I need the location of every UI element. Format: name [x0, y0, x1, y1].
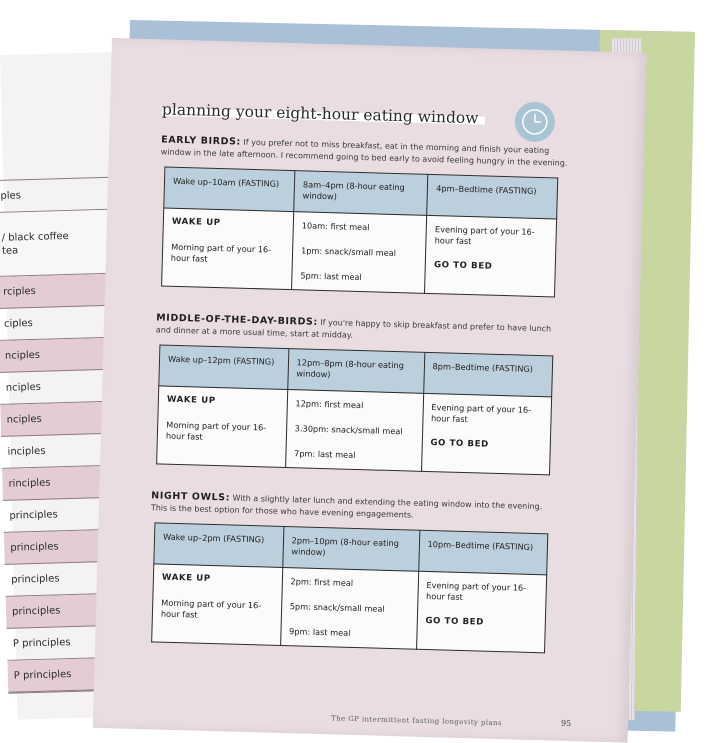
- left-row-text: ciples: [4, 318, 33, 330]
- schedule-entry: Morning part of your 16-hour fast: [161, 598, 273, 623]
- schedule-entry: 5pm: snack/small meal: [290, 601, 409, 615]
- section-heading: EARLY BIRDS:: [161, 134, 241, 147]
- schedule-table: [156, 344, 553, 475]
- schedule-entry: Morning part of your 16-hour fast: [166, 420, 278, 445]
- schedule-entry: 7pm: last meal: [294, 448, 413, 462]
- table-header-cell: Wake up–12pm (FASTING): [159, 345, 289, 390]
- left-table-row: [0, 402, 117, 437]
- table-header-cell: 2pm–10pm (8-hour eating window): [282, 526, 419, 571]
- running-footer: The GP intermittent fasting longevity plans: [331, 714, 502, 727]
- page-number: 95: [561, 719, 571, 728]
- left-row-text: principles: [12, 605, 61, 617]
- section-intro: [151, 490, 561, 524]
- section-description: If you're happy to skip breakfast and prefer to have lunch and dinner at a more usual time, start at midday.: [156, 318, 552, 339]
- schedule-entry: 1pm: snack/small meal: [301, 245, 418, 259]
- table-header-cell: 8pm–Bedtime (FASTING): [423, 352, 553, 397]
- left-table-row: [0, 178, 111, 213]
- table-header-cell: Wake up–2pm (FASTING): [154, 523, 284, 568]
- table-body-row: [157, 386, 552, 475]
- schedule-table: [151, 522, 548, 653]
- table-header-cell: 4pm–Bedtime (FASTING): [427, 174, 558, 219]
- left-row-text: P principles: [13, 637, 71, 650]
- schedule-entry: 12pm: first meal: [295, 398, 414, 412]
- left-table-row: [0, 370, 116, 405]
- table-body-cell: [152, 564, 283, 646]
- right-page: [93, 38, 647, 743]
- schedule-entry: 3.30pm: snack/small meal: [295, 423, 414, 437]
- table-body-cell: [421, 393, 552, 475]
- left-row-text: / black coffee: [1, 229, 68, 244]
- left-row-text: principles: [10, 541, 59, 553]
- table-body-cell: [291, 212, 426, 294]
- section-heading: NIGHT OWLS:: [151, 490, 230, 503]
- schedule-entry: Morning part of your 16-hour fast: [171, 242, 285, 267]
- schedule-entry: WAKE UP: [172, 217, 285, 231]
- schedule-entry: Evening part of your 16-hour fast: [435, 224, 548, 249]
- page-content: [146, 99, 572, 679]
- schedule-entry: WAKE UP: [167, 395, 279, 409]
- section-description: With a slightly later lunch and extending the eating window into the evening. This is the best option for those who have evening engagements.: [151, 494, 543, 520]
- section-intro: [156, 312, 566, 346]
- section-heading: MIDDLE-OF-THE-DAY-BIRDS:: [156, 312, 318, 328]
- table-header-cell: 10pm–Bedtime (FASTING): [418, 530, 548, 575]
- table-body-cell: [157, 386, 288, 468]
- table-body-cell: [285, 390, 423, 472]
- table-body-cell: [416, 571, 547, 653]
- table-body-cell: [162, 208, 294, 290]
- left-table-row: [0, 274, 114, 309]
- left-row-text: rinciples: [8, 478, 50, 490]
- schedule-entry: GO TO BED: [434, 260, 547, 274]
- table-header-cell: 8am–4pm (8-hour eating window): [294, 171, 428, 216]
- section-description: If you prefer not to miss breakfast, eat in the morning and finish your eating window in the late afternoon. I recommend going to bed early to avoid feeling hungry in the evening.: [161, 138, 568, 168]
- schedule-entry: GO TO BED: [425, 616, 537, 630]
- left-row-text: principles: [11, 573, 60, 585]
- left-row-text: nciples: [6, 382, 41, 394]
- schedule-entry: GO TO BED: [430, 438, 542, 452]
- left-row-text: P principles: [14, 669, 72, 682]
- schedule-entry: 2pm: first meal: [290, 576, 409, 590]
- left-table-row: [0, 306, 114, 341]
- left-row-text: nciples: [7, 414, 42, 426]
- left-row-text: inciples: [7, 446, 45, 458]
- schedule-table: [161, 167, 558, 298]
- schedule-entry: 10am: first meal: [302, 220, 419, 234]
- schedule-entry: Evening part of your 16-hour fast: [426, 580, 538, 605]
- left-row-text: rciples: [3, 286, 36, 298]
- table-body-row: [152, 564, 547, 653]
- left-row-text: ples: [0, 190, 21, 202]
- schedule-entry: Evening part of your 16-hour fast: [431, 402, 543, 427]
- table-header-cell: Wake up–10am (FASTING): [164, 167, 295, 212]
- left-table-row: [0, 210, 113, 277]
- schedule-sections: [147, 134, 571, 653]
- schedule-entry: 9pm: last meal: [289, 626, 408, 640]
- table-body-row: [162, 208, 557, 297]
- table-body-cell: [425, 215, 557, 297]
- left-row-text: nciples: [5, 350, 40, 362]
- page-title: planning your eight-hour eating window: [162, 100, 485, 127]
- schedule-entry: 5pm: last meal: [300, 270, 417, 284]
- table-header-cell: 12pm–8pm (8-hour eating window): [287, 349, 424, 394]
- left-row-text: principles: [9, 509, 58, 521]
- table-body-cell: [280, 567, 418, 649]
- section-intro: [161, 134, 571, 168]
- left-row-text: tea: [2, 244, 19, 257]
- left-table-row: [0, 338, 115, 373]
- schedule-entry: WAKE UP: [162, 573, 274, 587]
